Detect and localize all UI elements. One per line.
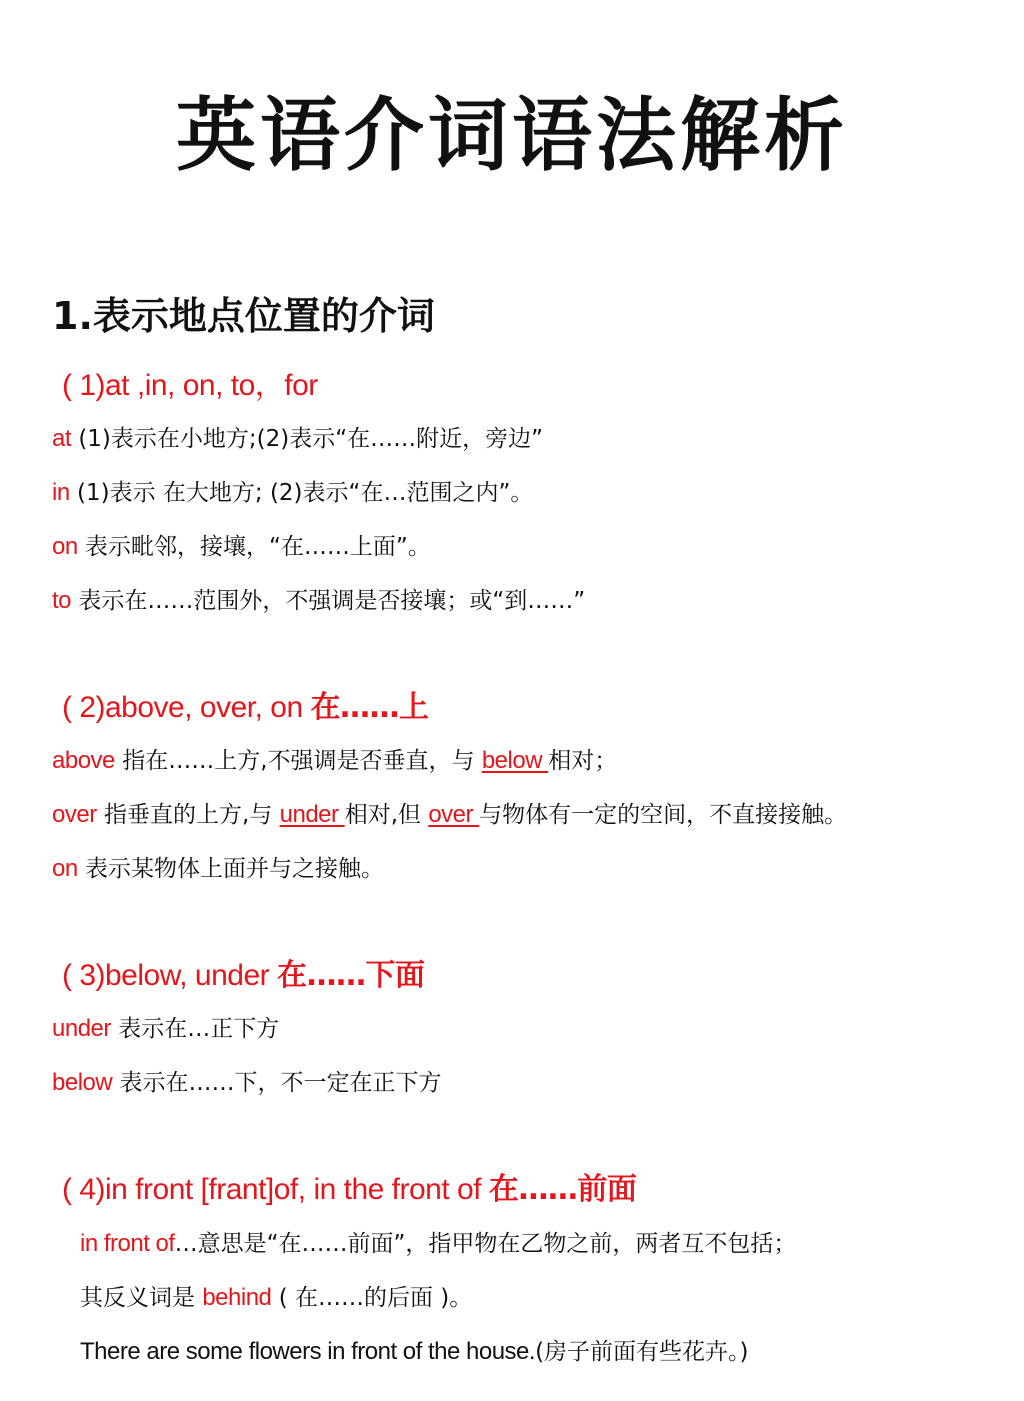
line-in-front-of-text: …意思是“在……前面”，指甲物在乙物之前，两者互不包括； (174, 1231, 797, 1257)
subheading-in-front-of-en: ( 4)in front [frant]of, in the front of (62, 1173, 489, 1206)
subheading-below-under-en: ( 3)below, under (62, 959, 277, 992)
line-to-text: 表示在……范围外，不强调是否接壤；或“到……” (71, 588, 586, 614)
line-below-text: 表示在……下，不一定在正下方 (112, 1070, 442, 1096)
keyword-to: to (52, 587, 72, 614)
line-above (52, 744, 617, 778)
line-in-text: (1)表示 在大地方; (2)表示“在…范围之内”。 (69, 480, 534, 506)
keyword-at: at (52, 425, 72, 452)
line-behind (80, 1281, 472, 1315)
line-below (52, 1066, 442, 1100)
keyword-in: in (52, 479, 70, 506)
line-over-text-b: 相对,但 (344, 802, 429, 828)
example-sentence-zh: (房子前面有些花卉。) (535, 1339, 749, 1365)
keyword-over-underlined: over (428, 801, 480, 828)
line-over-text-a: 指垂直的上方,与 (96, 802, 280, 828)
line-under-text: 表示在…正下方 (110, 1016, 280, 1042)
line-example-sentence (80, 1335, 749, 1369)
keyword-on-contact: on (52, 855, 78, 882)
subheading-in-front-of (62, 1170, 636, 1210)
keyword-above: above (52, 747, 115, 774)
line-in (52, 476, 533, 510)
line-at (52, 422, 543, 456)
keyword-over: over (52, 801, 97, 828)
line-above-text-b: 相对； (548, 748, 618, 774)
line-in-front-of (80, 1227, 796, 1261)
subheading-at-in-on-to-for: ( 1)at ,in, on, to，for (62, 369, 318, 402)
line-on-contact-text: 表示某物体上面并与之接触。 (77, 856, 385, 882)
line-to (52, 584, 585, 618)
line-over (52, 798, 847, 832)
example-sentence-en: There are some flowers in front of the house. (80, 1338, 536, 1365)
line-at-text: (1)表示在小地方;(2)表示“在……附近，旁边” (71, 426, 544, 452)
line-on (52, 530, 431, 564)
line-behind-text-a: 其反义词是 (80, 1285, 203, 1311)
line-above-text-a: 指在……上方,不强调是否垂直，与 (114, 748, 482, 774)
line-over-text-c: 与物体有一定的空间，不直接接触。 (479, 802, 848, 828)
subheading-below-under (62, 956, 424, 996)
keyword-on: on (52, 533, 78, 560)
keyword-below-underlined: below (481, 747, 549, 774)
keyword-under-underlined: under (279, 801, 345, 828)
subheading-above-over-on (62, 688, 429, 728)
subheading-below-under-zh: 在……下面 (276, 958, 425, 993)
keyword-in-front-of: in front of (80, 1230, 175, 1257)
line-on-text: 表示毗邻，接壤，“在……上面”。 (77, 534, 431, 560)
keyword-behind: behind (202, 1284, 272, 1311)
subheading-above-over-on-zh: 在……上 (310, 690, 429, 725)
line-behind-text-b: ( 在……的后面 )。 (271, 1285, 473, 1311)
section-heading-location-prepositions: 1.表示地点位置的介词 (52, 294, 435, 338)
subheading-above-over-on-en: ( 2)above, over, on (62, 691, 311, 724)
keyword-below: below (52, 1069, 113, 1096)
line-on-contact (52, 852, 384, 886)
subheading-in-front-of-zh: 在……前面 (488, 1172, 637, 1207)
line-under (52, 1012, 279, 1046)
page-title: 英语介词语法解析 (176, 89, 848, 182)
keyword-under: under (52, 1015, 111, 1042)
